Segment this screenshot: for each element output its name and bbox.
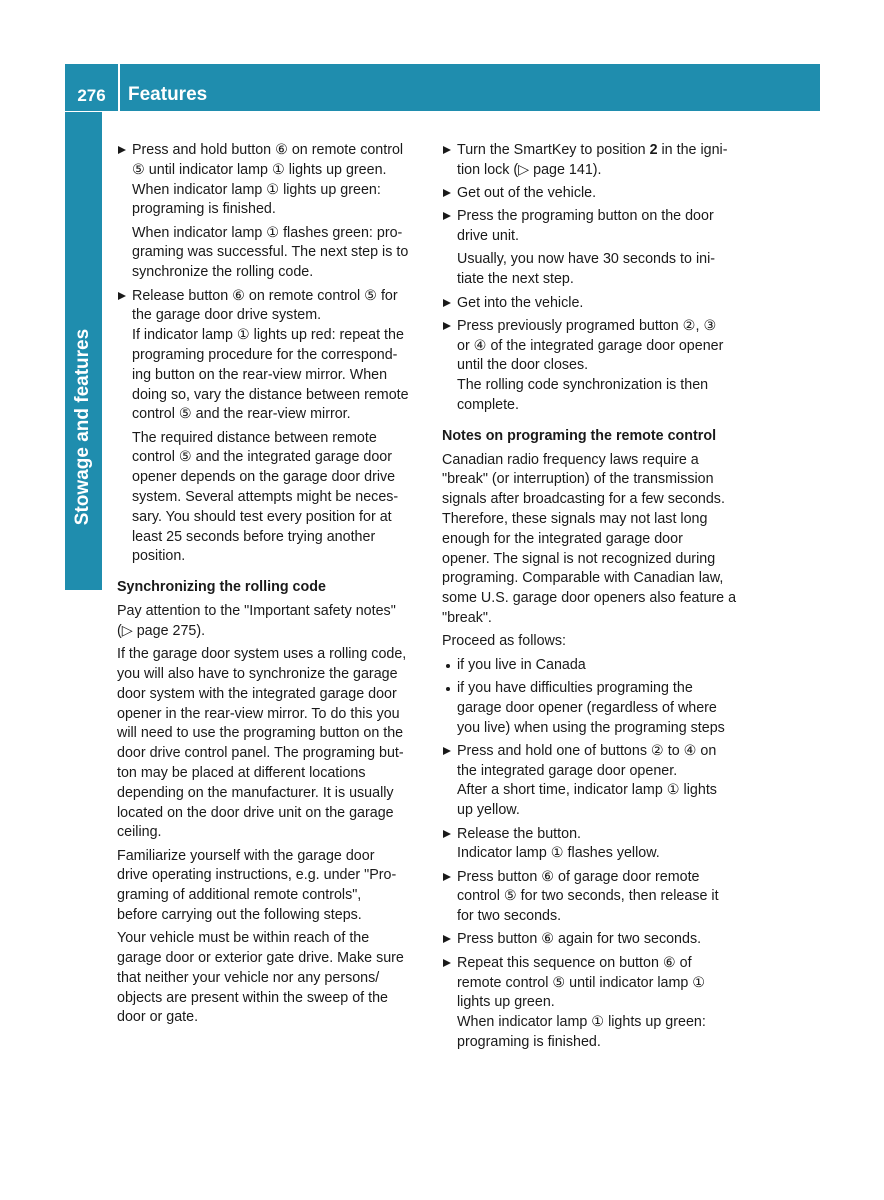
- text-line: system. Several attempts might be neces-: [132, 489, 399, 506]
- text-line: Get into the vehicle.: [457, 294, 584, 311]
- text-line: or ④ of the integrated garage door opener: [457, 337, 724, 354]
- text-line: located on the door drive unit on the garage: [117, 804, 394, 821]
- text-line: tiate the next step.: [457, 271, 574, 288]
- side-tab-label-wrap: [65, 312, 102, 542]
- text-line: signals after broadcasting for a few seconds.: [442, 491, 725, 508]
- text-line: Press and hold one of buttons ② to ④ on: [457, 742, 717, 759]
- paragraph: [442, 451, 748, 629]
- text-line: opener. The signal is not recognized during: [442, 550, 716, 567]
- paragraph: [117, 847, 423, 926]
- text-line: before carrying out the following steps.: [117, 906, 362, 923]
- text-line: control ⑤ and the integrated garage door: [132, 449, 393, 466]
- text-line: ton may be placed at different locations: [117, 764, 366, 781]
- text-line: opener depends on the garage door drive: [132, 469, 396, 486]
- paragraph: [117, 645, 423, 843]
- text-line: you will also have to synchronize the garage: [117, 665, 398, 682]
- text-line: ceiling.: [117, 824, 162, 841]
- text-line: until the door closes.: [457, 357, 589, 374]
- text-line: Press previously programed button ②, ③: [457, 317, 717, 334]
- section-heading: [117, 578, 423, 598]
- left-column: [117, 141, 423, 1032]
- text-line: Indicator lamp ① flashes yellow.: [457, 845, 660, 862]
- instruction-step: [442, 825, 748, 865]
- instruction-step: [117, 287, 423, 426]
- text-line: if you have difficulties programing the: [457, 679, 693, 696]
- instruction-step: [442, 954, 748, 1053]
- instruction-step: [442, 294, 748, 314]
- text-line: Therefore, these signals may not last long: [442, 511, 708, 528]
- text-line: objects are present within the sweep of the: [117, 989, 389, 1006]
- paragraph: [117, 929, 423, 1028]
- text-line: When indicator lamp ① lights up green:: [132, 181, 381, 198]
- instruction-step: [442, 207, 748, 247]
- text-line: some U.S. garage door openers also feature a: [442, 590, 737, 607]
- text-line: Notes on programing the remote control: [442, 427, 717, 444]
- text-line: door or gate.: [117, 1009, 199, 1026]
- text-line: least 25 seconds before trying another: [132, 528, 376, 545]
- text-line: Synchronizing the rolling code: [117, 579, 326, 596]
- bullet-item: [442, 679, 748, 738]
- side-tab-label: Stowage and features: [72, 328, 94, 526]
- text-line: Get out of the vehicle.: [457, 185, 597, 202]
- text-line: doing so, vary the distance between remote: [132, 386, 409, 403]
- text-line: door system with the integrated garage door: [117, 685, 397, 702]
- text-line: Turn the SmartKey to position 2 in the igni-: [457, 142, 728, 158]
- text-line: When indicator lamp ① lights up green:: [457, 1014, 706, 1031]
- text-line: programing procedure for the correspond-: [132, 346, 398, 363]
- text-line: control ⑤ for two seconds, then release it: [457, 888, 719, 905]
- text-line: programing is finished.: [132, 201, 276, 218]
- instruction-step: [442, 868, 748, 927]
- text-line: enough for the integrated garage door: [442, 530, 683, 547]
- instruction-step: [442, 141, 748, 181]
- text-line: tion lock (▷ page 141).: [457, 161, 602, 178]
- text-line: drive unit.: [457, 228, 519, 245]
- paragraph: [117, 429, 423, 568]
- text-line: Release the button.: [457, 825, 581, 842]
- text-line: If indicator lamp ① lights up red: repeat the: [132, 327, 404, 344]
- text-line: garage door or exterior gate drive. Make sure: [117, 950, 404, 967]
- text-line: When indicator lamp ① flashes green: pro-: [132, 224, 403, 241]
- text-line: if you live in Canada: [457, 656, 586, 673]
- text-line: Press button ⑥ again for two seconds.: [457, 931, 702, 948]
- page-number: 276: [77, 86, 106, 105]
- text-line: position.: [132, 548, 186, 565]
- text-line: sary. You should test every position for at: [132, 508, 392, 525]
- text-line: Familiarize yourself with the garage door: [117, 847, 375, 864]
- text-line: Your vehicle must be within reach of the: [117, 930, 370, 947]
- paragraph: [442, 632, 748, 652]
- text-line: complete.: [457, 397, 519, 414]
- text-line: "break".: [442, 610, 492, 627]
- text-line: After a short time, indicator lamp ① lights: [457, 782, 717, 799]
- text-line: the garage door drive system.: [132, 307, 322, 324]
- instruction-step: [442, 184, 748, 204]
- paragraph: [117, 602, 423, 642]
- bullet-item: [442, 656, 748, 676]
- text-line: will need to use the programing button on the: [117, 725, 404, 742]
- instruction-step: [117, 141, 423, 220]
- text-line: programing. Comparable with Canadian law,: [442, 570, 724, 587]
- text-line: Usually, you now have 30 seconds to ini-: [457, 251, 716, 268]
- section-heading: [442, 427, 748, 447]
- text-line: graming of additional remote controls",: [117, 887, 362, 904]
- text-line: synchronize the rolling code.: [132, 264, 314, 281]
- text-line: Release button ⑥ on remote control ⑤ for: [132, 287, 398, 304]
- text-line: Press the programing button on the door: [457, 208, 714, 225]
- text-line: ing button on the rear-view mirror. When: [132, 366, 388, 383]
- text-line: remote control ⑤ until indicator lamp ①: [457, 974, 706, 991]
- text-line: drive operating instructions, e.g. under "Pro-: [117, 867, 397, 884]
- paragraph: [442, 250, 748, 290]
- text-line: programing is finished.: [457, 1033, 601, 1050]
- text-line: garage door opener (regardless of where: [457, 699, 717, 716]
- text-line: you live) when using the programing steps: [457, 719, 725, 736]
- text-line: (▷ page 275).: [117, 622, 206, 639]
- text-line: If the garage door system uses a rolling code,: [117, 646, 407, 663]
- section-title: Features: [128, 84, 208, 105]
- text-line: the integrated garage door opener.: [457, 762, 678, 779]
- text-line: "break" (or interruption) of the transmission: [442, 471, 714, 488]
- text-line: depending on the manufacturer. It is usually: [117, 784, 394, 801]
- text-line: lights up green.: [457, 994, 555, 1011]
- text-line: for two seconds.: [457, 908, 562, 925]
- instruction-step: [442, 742, 748, 821]
- text-line: Repeat this sequence on button ⑥ of: [457, 954, 692, 971]
- text-line: door drive control panel. The programing but-: [117, 745, 404, 762]
- text-line: up yellow.: [457, 802, 520, 819]
- text-line: The rolling code synchronization is then: [457, 377, 709, 394]
- instruction-step: [442, 317, 748, 416]
- text-line: control ⑤ and the rear-view mirror.: [132, 406, 351, 423]
- right-column: [442, 141, 748, 1056]
- text-line: ⑤ until indicator lamp ① lights up green.: [132, 161, 387, 178]
- text-line: Pay attention to the "Important safety notes": [117, 603, 396, 620]
- text-line: Press button ⑥ of garage door remote: [457, 868, 700, 885]
- text-line: Proceed as follows:: [442, 633, 566, 650]
- header-divider: [118, 64, 120, 111]
- text-line: opener in the rear-view mirror. To do this you: [117, 705, 400, 722]
- text-line: that neither your vehicle nor any persons/: [117, 969, 380, 986]
- text-line: Press and hold button ⑥ on remote control: [132, 142, 404, 158]
- text-line: The required distance between remote: [132, 429, 377, 446]
- text-line: graming was successful. The next step is to: [132, 244, 409, 261]
- paragraph: [117, 224, 423, 283]
- instruction-step: [442, 930, 748, 950]
- text-line: Canadian radio frequency laws require a: [442, 451, 699, 468]
